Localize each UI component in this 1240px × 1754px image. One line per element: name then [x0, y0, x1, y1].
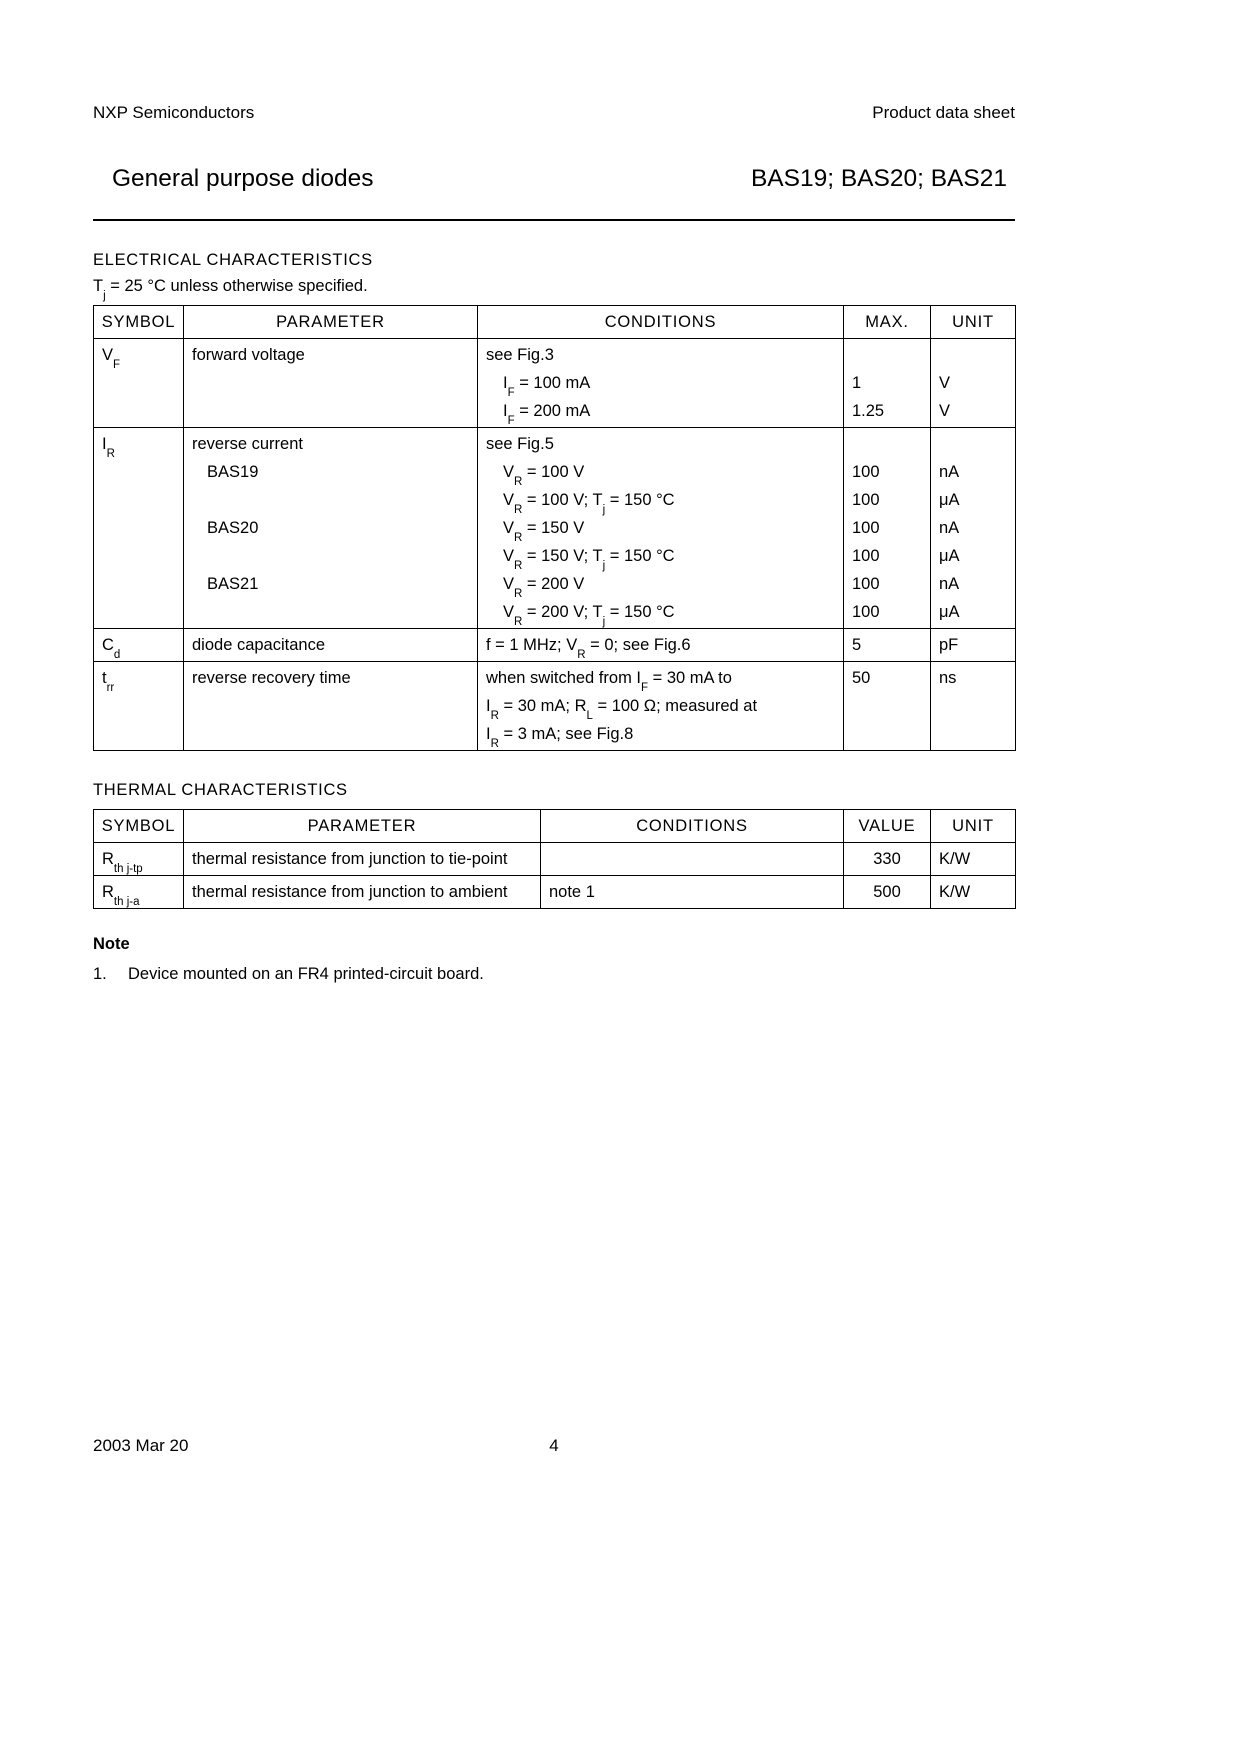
- column-header-conditions: CONDITIONS: [478, 306, 844, 339]
- note-item: [93, 965, 1015, 984]
- section-title-electrical: ELECTRICAL CHARACTERISTICS: [93, 251, 373, 269]
- conditions-cell: when switched from $I_F = 30$ mA to $I_R = 30$ mA; $R_L = 100$ Ω; measured at $I_R = 3$ mA; see Fig.8: [478, 662, 844, 751]
- unit-cell: pF: [931, 629, 1016, 662]
- column-header-conditions: CONDITIONS: [541, 810, 844, 843]
- conditions-cell: [541, 843, 844, 876]
- symbol-cell: $R_{th j-a}$: [94, 876, 184, 909]
- page-footer: [93, 1436, 1015, 1456]
- column-header-value: VALUE: [844, 810, 931, 843]
- unit-cell: K/W: [931, 843, 1016, 876]
- title-row: [93, 165, 1015, 193]
- conditions-cell: f = 1 MHz; $V_R = 0$; see Fig.6: [478, 629, 844, 662]
- unit-cell: V V: [931, 339, 1016, 428]
- symbol-cell: $t_{rr}$: [94, 662, 184, 751]
- column-header-unit: UNIT: [931, 306, 1016, 339]
- page-content: [93, 103, 1015, 984]
- column-header-parameter: PARAMETER: [184, 306, 478, 339]
- column-header-symbol: SYMBOL: [94, 306, 184, 339]
- value-cell: 500: [844, 876, 931, 909]
- electrical-characteristics-table: [93, 305, 1016, 751]
- symbol-cell: $R_{th j-tp}$: [94, 843, 184, 876]
- value-cell: 330: [844, 843, 931, 876]
- parameter-cell: thermal resistance from junction to ambient: [184, 876, 541, 909]
- table-row-diode-capacitance: [94, 629, 1016, 662]
- page-title: General purpose diodes: [112, 165, 374, 192]
- table-row-reverse-current: [94, 428, 1016, 629]
- column-header-max: MAX.: [844, 306, 931, 339]
- symbol-cell: $I_R$: [94, 428, 184, 629]
- doc-type-label: Product data sheet: [872, 103, 1015, 122]
- parameter-cell: thermal resistance from junction to tie-point: [184, 843, 541, 876]
- table-row-rth-junction-tiepoint: [94, 843, 1016, 876]
- document-header: [93, 103, 1015, 123]
- unit-cell: ns: [931, 662, 1016, 751]
- max-cell: 50: [844, 662, 931, 751]
- table-row-forward-voltage: [94, 339, 1016, 428]
- part-numbers: BAS19; BAS20; BAS21: [750, 165, 1007, 192]
- conditions-cell: note 1: [541, 876, 844, 909]
- conditions-cell: see Fig.3 $I_F = 100$ mA $I_F = 200$ mA: [478, 339, 844, 428]
- parameter-cell: reverse recovery time: [184, 662, 478, 751]
- symbol-cell: $C_d$: [94, 629, 184, 662]
- thermal-characteristics-table: [93, 809, 1016, 909]
- electrical-conditions-note: $T_j = 25$ °C unless otherwise specified.: [93, 277, 368, 302]
- unit-cell: K/W: [931, 876, 1016, 909]
- table-row-reverse-recovery-time: [94, 662, 1016, 751]
- parameter-cell: reverse current BAS19 BAS20 BAS21: [184, 428, 478, 629]
- parameter-cell: diode capacitance: [184, 629, 478, 662]
- note-heading: Note: [93, 935, 130, 953]
- company-name: NXP Semiconductors: [93, 103, 255, 122]
- title-divider: [93, 219, 1015, 221]
- section-title-thermal: THERMAL CHARACTERISTICS: [93, 781, 348, 799]
- column-header-symbol: SYMBOL: [94, 810, 184, 843]
- table-header-row: [94, 306, 1016, 339]
- table-header-row: [94, 810, 1016, 843]
- max-cell: 1 1.25: [844, 339, 931, 428]
- unit-cell: nA μA nA μA nA μA: [931, 428, 1016, 629]
- table-row-rth-junction-ambient: [94, 876, 1016, 909]
- page-number: 4: [549, 1436, 559, 1455]
- column-header-parameter: PARAMETER: [184, 810, 541, 843]
- parameter-cell: forward voltage: [184, 339, 478, 428]
- max-cell: 5: [844, 629, 931, 662]
- column-header-unit: UNIT: [931, 810, 1016, 843]
- note-number: 1.: [93, 965, 107, 983]
- max-cell: 100 100 100 100 100 100: [844, 428, 931, 629]
- note-text: Device mounted on an FR4 printed-circuit board.: [128, 965, 484, 983]
- footer-date: 2003 Mar 20: [93, 1436, 189, 1455]
- symbol-cell: $V_F$: [94, 339, 184, 428]
- conditions-cell: see Fig.5 $V_R = 100$ V $V_R = 100$ V; $T_j = 150$ °C $V_R = 150$ V $V_R = 150$ V; $T_j = 150$ °C $V_R = 200$ V $V_R = 200$ V; $T_j = 150$ °C: [478, 428, 844, 629]
